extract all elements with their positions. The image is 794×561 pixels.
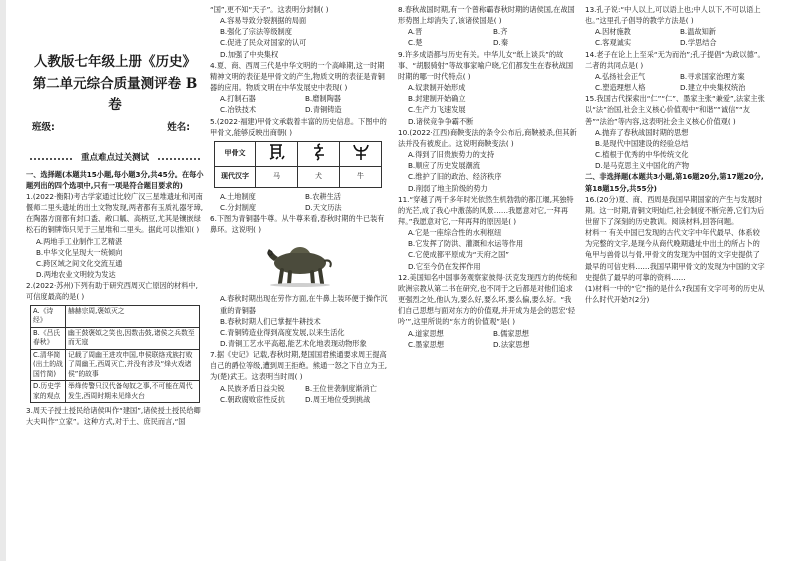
q1-stem: 1.(2022·衡阳)考古学家通过比较广汉三星堆遗址和河南偃师二里头遗址的出土文物发现,两者都有玉质礼器牙璋,在陶器方面都有封口盉、敞口觚、高柄豆,尤其是镶嵌绿松石的铜牌饰只见于三星堆和二里头。据此可以推知( ) [26,191,204,235]
q3-option: A.容易导致分裂割据的局面 [220,16,307,26]
binding-edge [0,0,6,561]
q11-option: C.它使成都平原成为“天府之国” [408,250,510,260]
bronze-ox-zun-image [260,239,340,287]
q8-options [398,26,578,48]
q9-option: B.封建制开始确立 [408,94,466,104]
table-row [215,141,382,166]
q14-option: D.建立中央集权统治 [680,83,746,93]
q6-option: B.春秋时期人们已掌握牛耕技术 [220,316,321,326]
q12-option: B.儒家思想 [493,328,529,338]
table-cell: 记载了周幽王进攻申国,申侯联络戎族打败了周幽王,西周灭亡,并没有涉及“烽火戏诸侯”的故事 [66,349,200,381]
q12-option: D.法家思想 [493,339,530,349]
table-cell: 幽王鼓褒姒之笑也,因数击鼓,诸侯之兵数至而无寇 [66,327,200,349]
q2-stem: 2.(2022·苏州)下列有助于研究西周灭亡原因的材料中,可信度最高的是( ) [26,281,198,302]
q3-option: D.加强了中央集权 [220,49,279,59]
table-cell: A.《诗经》 [31,305,66,327]
q15-option: C.植根于优秀的中华传统文化 [595,150,689,160]
q7-option: B.王位世袭制度渐消亡 [305,383,377,393]
q6-option: A.春秋时期出现在劳作方面,在牛鼻上装环便于操作沉重的青铜器 [220,294,388,315]
name-label: 姓名: [167,121,190,133]
q12-stem: 12.美国知名中国事务观察家彼得·沃克发现西方的传统和欧洲宗教从第二书在研究,也不同于之后都是对他们追求更强烈之处,他认为,要么好,要么坏,要么偏,要么好。“我们自己思想与面对东方的价值观,并开成为是会的思宏‘轻吟’”,这里所说的“东方的价值观”是( ) [398,272,578,327]
q7-stem: 7.据《史记》记载,春秋时期,楚国国君熊通要求周王提高自己的爵位等级,遭到周王拒绝。熊通一怒之下自立为王,为(楚)武王。这表明当时周( ) [210,350,388,382]
q3-stem-continued: “国”,更不知“天子”。这表明分封制( ) [210,5,329,14]
column-3 [398,4,578,559]
page-subtitle: 第二单元综合质量测评卷 B卷 [32,75,198,114]
dog-glyph-icon [308,143,330,161]
table-row [31,349,200,381]
q15-option: D.是马克思主义中国化的产物 [595,161,690,171]
oracle-bone-table [214,141,382,188]
q1-option: B.中华文化呈现大一统倾向 [36,247,123,257]
oracle-glyph-ox [340,141,382,166]
q5-option: C.分封制度 [220,202,257,212]
q14-option: C.塑造理想人格 [595,83,646,93]
q3-option: B.强化了宗法等级制度 [220,27,292,37]
q1-option: D.两地农业文明较为发达 [36,270,116,280]
table-cell: B.《吕氏春秋》 [31,327,66,349]
q11-option: B.它发挥了防洪、灌溉和水运等作用 [408,239,524,249]
q5-option: B.农耕生活 [305,191,341,201]
q13-stem: 13.孔子说:“中人以上,可以语上也;中人以下,不可以语上也。”这里孔子倡导的教学方法是( ) [585,5,761,26]
q13-option: A.因材施教 [595,27,631,37]
page-title: 人教版七年级上册《历史》 [34,54,196,70]
q9-stem: 9.许多成语都与历史有关。中华儿女“纸上谈兵”的故事、“胡服骑射”等故事家喻户晓,它们都发生在春秋战国时期的哪一时代特点( ) [398,49,574,81]
table-cell: 赫赫宗周,褒姒灭之 [66,305,200,327]
student-info-row [26,117,204,136]
q8-option: D.秦 [493,38,509,48]
q15-option: A.抛弃了春秋战国时期的思想 [595,127,689,137]
q9-option: A.奴隶制开始形成 [408,83,466,93]
q1-option: C.跨区域之间文化交流互通 [36,258,123,268]
q2-source-table [30,305,200,404]
column-4 [585,4,765,559]
q4-option: D.青铜铸造 [305,105,342,115]
q4-option: A.打制石器 [220,94,256,104]
section2-heading: 二、非选择题(本题共3小题,第16题20分,第17题20分,第18题15分,共55分) [585,172,764,193]
q8-option: A.晋 [408,27,423,37]
table-cell: 马 [256,166,298,187]
column-1 [26,4,204,559]
q12-options [398,328,578,350]
table-cell: D.历史学家的观点 [31,381,66,403]
q6-option: D.青铜工艺水平高超,能艺术化地表现动物形象 [220,338,367,348]
q7-options [210,383,390,405]
horse-glyph-icon [266,143,288,161]
q14-option: B.寻求国家治理方案 [680,71,745,81]
table-cell: C.清华简(出土的战国竹简) [31,349,66,381]
table-cell: 犬 [298,166,340,187]
q12-option: A.道家思想 [408,328,444,338]
column-2 [210,4,390,559]
q14-stem: 14.老子在论上上至采“无为而治”;孔子提倡“为政以德”。二者的共同点是( ) [585,49,765,70]
q10-option: B.顺应了历史发展潮流 [408,161,480,171]
q11-stem: 11.“穿越了两千多年时光依然生机勃勃的都江堰,其独特的光芒,成了我心中激荡的风景……我愿意对它,一拜再拜。”我愿意对它,一拜再拜的原因是( ) [398,194,574,226]
q5-option: A.土地制度 [220,191,256,201]
q9-option: D.诸侯竞争争霸不断 [408,116,474,126]
q5-option: D.天文历法 [305,202,342,212]
q9-option: C.生产力飞速发展 [408,105,466,115]
q11-option: A.它是一座综合性的水利枢纽 [408,228,502,238]
q10-stem: 10.(2022·江西)商鞅变法的条令公布后,商鞅被杀,但其新法并没有被废止。这说明商鞅变法( ) [398,127,577,148]
q14-options [585,71,765,93]
q8-option: C.楚 [408,38,423,48]
table-row [215,166,382,187]
table-cell: 现代汉字 [215,166,256,187]
q10-option: D.削弱了地主阶级的势力 [408,183,488,193]
q12-option: C.墨家思想 [408,339,445,349]
q10-option: A.得到了旧贵族势力的支持 [408,150,495,160]
q11-option: D.它至今仍在发挥作用 [408,261,481,271]
oracle-glyph-dog [298,141,340,166]
banner-divider-left [30,158,72,160]
q7-option: D.周王地位受到挑战 [305,394,371,404]
q6-option: C.青铜铸造业得到高度发展,以来生活化 [220,327,345,337]
q8-stem: 8.春秋战国时期,有一个曾称霸春秋时期的诸侯国,在战国形势图上却消失了,该诸侯国是( ) [398,5,575,26]
q10-option: C.维护了旧的政治、经济秩序 [408,172,502,182]
q13-option: C.客观诚实 [595,38,632,48]
table-row [31,327,200,349]
q8-option: B.齐 [493,27,508,37]
section-banner [26,152,204,165]
table-cell: 甲骨文 [215,141,256,166]
oracle-glyph-horse [256,141,298,166]
q4-stem: 4.夏、商、西周三代是中华文明的一个高峰期,这一时期精神文明的表征是甲骨文的产生,物质文明的表征是青铜器的应用。物质文明在中华发展史中表现( ) [210,60,385,93]
q4-option: B.磨制陶器 [305,94,341,104]
q13-option: D.学思结合 [680,38,717,48]
q5-options [210,191,390,213]
section1-heading: 一、选择题(本题共15小题,每小题3分,共45分。在每小题列出的四个选项中,只有一项是符合题目要求的) [26,169,204,190]
q13-option: B.温故知新 [680,27,716,37]
q14-option: A.弘扬社会正气 [595,71,646,81]
banner-divider-right [158,158,200,160]
table-row [31,305,200,327]
q3-stem: 3.周天子授土授民给诸侯叫作“建国”,诸侯授土授民给卿大夫叫作“立家”。这种方式,对于土、庶民而言,“国 [26,406,201,427]
q13-options [585,26,765,48]
q16-stem: 16.(20分)夏、商、西周是我国早期国家的产生与发展时期。这一时期,青铜文明灿烂,社会制度不断完善,它们为后世留下了深刻的历史教训。阅读材料,回答问题。 [585,194,765,226]
table-row [31,381,200,403]
section-banner-text: 重点难点过关测试 [77,153,153,163]
table-cell: 举烽传警只汉代备匈奴之事,不可能在周代发生,西周时期未见烽火台 [66,381,200,403]
q16-subquestion-1: (1)材料一中的“它”指的是什么?我国有文字可考的历史从什么时代开始?(2分) [585,283,765,305]
table-cell: 牛 [340,166,382,187]
q4-option: C.冶铁技术 [220,105,257,115]
q6-stem: 6.下图为青铜器牛尊。从牛尊来看,春秋时期的牛已装有鼻环。这说明( ) [210,214,385,235]
ox-glyph-icon [350,143,372,161]
q4-options [210,93,390,115]
q5-stem: 5.(2022·福建)甲骨文承载着丰富的历史信息。下图中的甲骨文,能够反映出商朝( ) [210,116,387,137]
class-label: 班级: [32,121,55,133]
q15-stem: 15.我国古代探索出“仁”“仁”、墨家主张“兼爱”,法家主张以“法”治国,社会主义核心价值观中“和谐”“诚信”“友善”“法治”等内容,这表明社会主义核心价值观( ) [585,94,765,126]
q7-option: C.朝政腐败宦性反抗 [220,394,285,404]
q1-option: A.两地手工业制作工艺精湛 [36,236,123,246]
q3-option: C.促进了民众对国家的认可 [220,38,307,48]
q15-option: B.是现代中国建设的经验总结 [595,138,689,148]
q16-material: 材料一 有关中国已发现的古代文字中年代最早、体系较为完整的文字,是现今从商代晚期遗址中出土的所占卜的龟甲与兽骨以与骨,甲骨文的发现为中国的文字史提供了最早的可信史料……我国早期甲骨文的发现为中国的文字史提供了最早的可靠的资料…… [585,228,765,282]
q7-option: A.民族矛盾日益尖锐 [220,383,285,393]
